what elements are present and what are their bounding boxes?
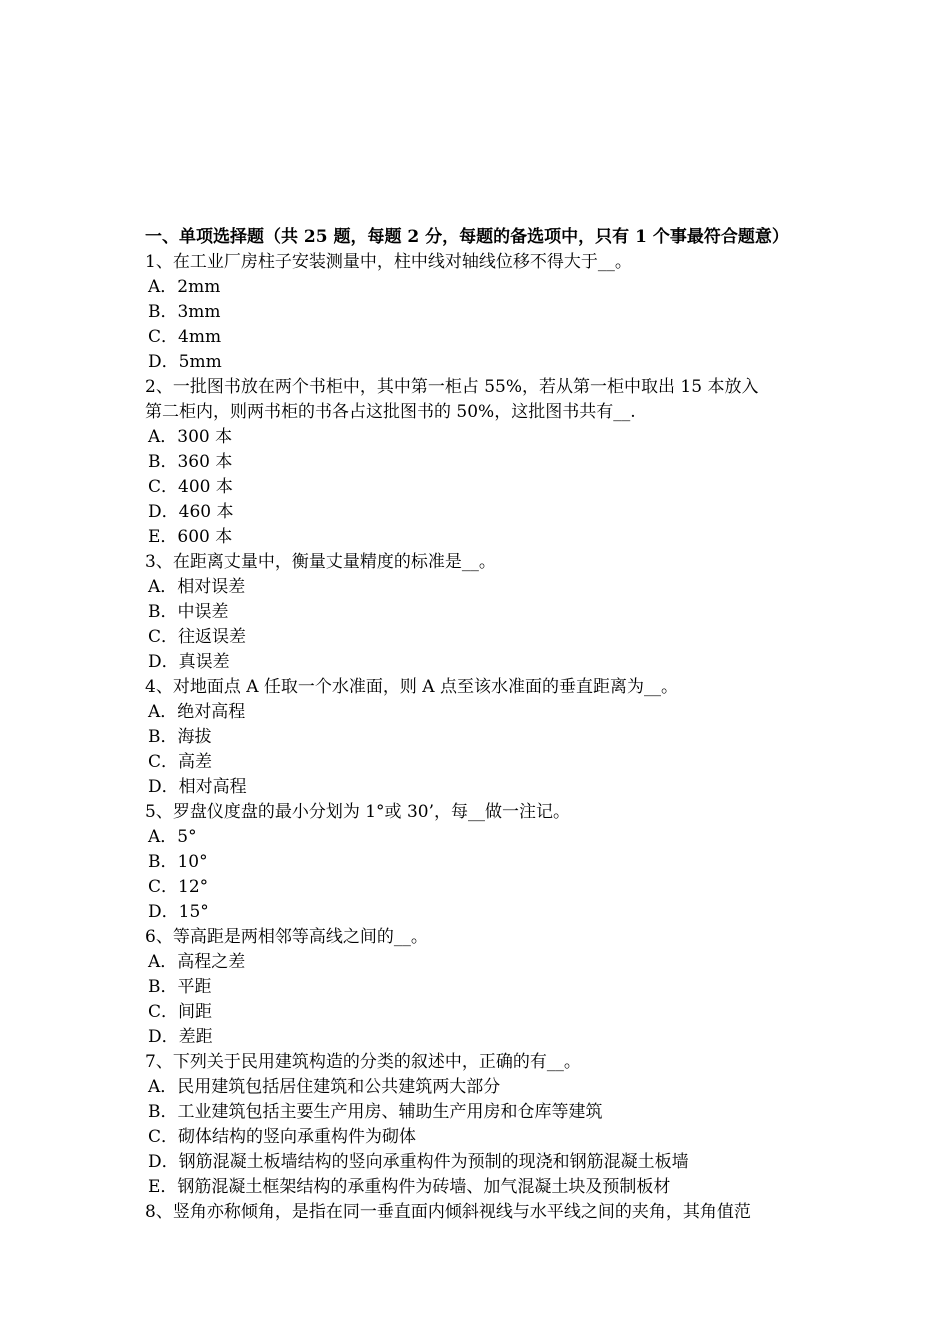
question-list	[145, 250, 815, 1225]
question-text: 2、一批图书放在两个书柜中，其中第一柜占 55%，若从第一柜中取出 15 本放入	[145, 377, 759, 397]
question-text: 7、下列关于民用建筑构造的分类的叙述中，正确的有__。	[145, 1052, 581, 1072]
question-text: 1、在工业厂房柱子安装测量中，柱中线对轴线位移不得大于__。	[145, 252, 632, 272]
answer-option: B．工业建筑包括主要生产用房、辅助生产用房和仓库等建筑	[148, 1102, 603, 1122]
answer-option: A．5°	[148, 827, 197, 847]
question-text: 第二柜内，则两书柜的书各占这批图书的 50%，这批图书共有__.	[145, 402, 636, 422]
answer-option: D．15°	[148, 902, 209, 922]
answer-option: B．海拔	[148, 727, 212, 747]
answer-option: E．钢筋混凝土框架结构的承重构件为砖墙、加气混凝土块及预制板材	[148, 1177, 671, 1197]
answer-option: A．2mm	[148, 277, 221, 297]
question-text: 4、对地面点 A 任取一个水准面，则 A 点至该水准面的垂直距离为__。	[145, 677, 678, 697]
answer-option: D．钢筋混凝土板墙结构的竖向承重构件为预制的现浇和钢筋混凝土板墙	[148, 1152, 689, 1172]
answer-option: D．真误差	[148, 652, 230, 672]
answer-option: D．差距	[148, 1027, 213, 1047]
question-text: 8、竖角亦称倾角，是指在同一垂直面内倾斜视线与水平线之间的夹角，其角值范	[145, 1202, 751, 1222]
answer-option: C．往返误差	[148, 627, 247, 647]
answer-option: B．3mm	[148, 302, 221, 322]
answer-option: C．间距	[148, 1002, 213, 1022]
answer-option: E．600 本	[148, 527, 233, 547]
answer-option: B．中误差	[148, 602, 229, 622]
answer-option: C．高差	[148, 752, 213, 772]
question-text: 6、等高距是两相邻等高线之间的__。	[145, 927, 428, 947]
question-text: 5、罗盘仪度盘的最小分划为 1°或 30’，每__做一注记。	[145, 802, 570, 822]
answer-option: B．平距	[148, 977, 212, 997]
answer-option: D．460 本	[148, 502, 234, 522]
answer-option: D．5mm	[148, 352, 222, 372]
answer-option: A．相对误差	[148, 577, 246, 597]
answer-option: A．绝对高程	[148, 702, 246, 722]
section-heading: 一、单项选择题（共 25 题，每题 2 分，每题的备选项中，只有 1 个事最符合题意）	[145, 227, 789, 247]
answer-option: C．12°	[148, 877, 209, 897]
exam-content	[145, 225, 815, 1225]
answer-option: D．相对高程	[148, 777, 247, 797]
question-text: 3、在距离丈量中，衡量丈量精度的标准是__。	[145, 552, 496, 572]
answer-option: B．360 本	[148, 452, 233, 472]
answer-option: C．4mm	[148, 327, 222, 347]
answer-option: C．400 本	[148, 477, 233, 497]
answer-option: A．300 本	[148, 427, 233, 447]
answer-option: C．砌体结构的竖向承重构件为砌体	[148, 1127, 417, 1147]
answer-option: A．民用建筑包括居住建筑和公共建筑两大部分	[148, 1077, 501, 1097]
answer-option: B．10°	[148, 852, 208, 872]
answer-option: A．高程之差	[148, 952, 246, 972]
